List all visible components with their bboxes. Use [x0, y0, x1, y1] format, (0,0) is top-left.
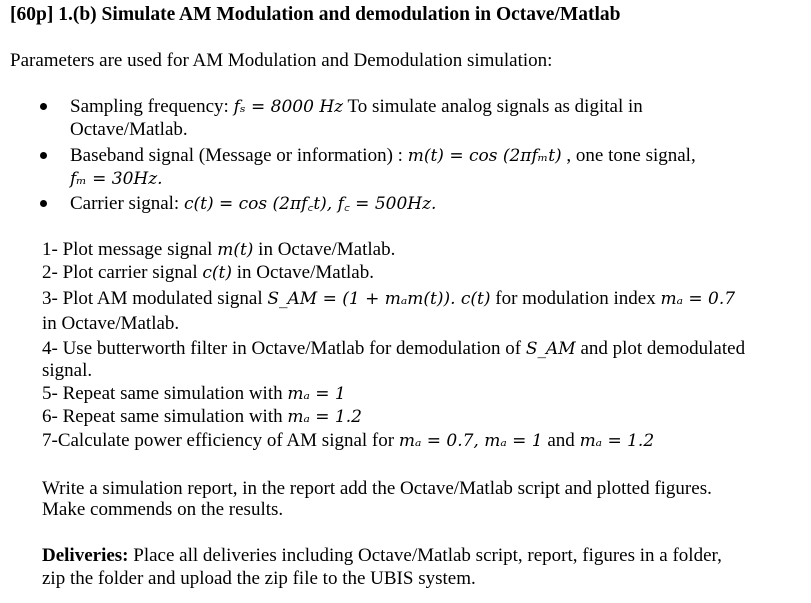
message-formula: m(t) = cos (2πfₘt) [407, 146, 562, 166]
carrier-formula: c(t) = cos (2πf꜀t), f꜀ = 500Hz. [183, 194, 437, 214]
intro-text: Parameters are used for AM Modulation and Demodulation simulation: [10, 50, 553, 71]
task-4-cont: signal. [42, 360, 93, 381]
bullet-baseband: Baseband signal (Message or information) : m(t) = cos (2πfₘt) , one tone signal, [70, 145, 696, 166]
title-text: 1.(b) Simulate AM Modulation and demodulation in Octave/Matlab [58, 4, 621, 25]
sampling-formula: fₛ = 8000 Hz [233, 97, 344, 117]
deliveries-label: Deliveries: [42, 545, 129, 566]
deliveries-line2: zip the folder and upload the zip file to the UBIS system. [42, 568, 476, 589]
bullet-sampling-cont: Octave/Matlab. [70, 119, 188, 140]
bullet-carrier: Carrier signal: c(t) = cos (2πf꜀t), f꜀ = 500Hz. [70, 193, 437, 214]
bullet-icon [40, 152, 47, 159]
task-4: 4- Use butterworth filter in Octave/Matlab for demodulation of S_AM and plot demodulated [42, 338, 746, 359]
points-label: [60p] [10, 4, 54, 25]
report-text-line1: Write a simulation report, in the report add the Octave/Matlab script and plotted figures. [42, 478, 712, 499]
task-5: 5- Repeat same simulation with mₐ = 1 [42, 383, 346, 404]
task-3-cont: in Octave/Matlab. [42, 313, 180, 334]
task-3: 3- Plot AM modulated signal S_AM = (1 + mₐm(t)). c(t) for modulation index mₐ = 0.7 [42, 288, 736, 309]
page-title [10, 4, 621, 26]
report-text-line2: Make commends on the results. [42, 499, 284, 520]
deliveries-line1: Deliveries: Place all deliveries including Octave/Matlab script, report, figures in a folder, [42, 545, 722, 566]
task-1: 1- Plot message signal m(t) in Octave/Matlab. [42, 239, 396, 260]
bullet-icon [40, 200, 47, 207]
bullet-icon [40, 103, 47, 110]
task-2: 2- Plot carrier signal c(t) in Octave/Matlab. [42, 262, 374, 283]
bullet-sampling: Sampling frequency: fₛ = 8000 Hz To simulate analog signals as digital in [70, 96, 643, 117]
message-frequency: fₘ = 30Hz. [70, 169, 163, 189]
task-6: 6- Repeat same simulation with mₐ = 1.2 [42, 406, 362, 427]
task-7: 7-Calculate power efficiency of AM signal for mₐ = 0.7, mₐ = 1 and mₐ = 1.2 [42, 430, 655, 451]
